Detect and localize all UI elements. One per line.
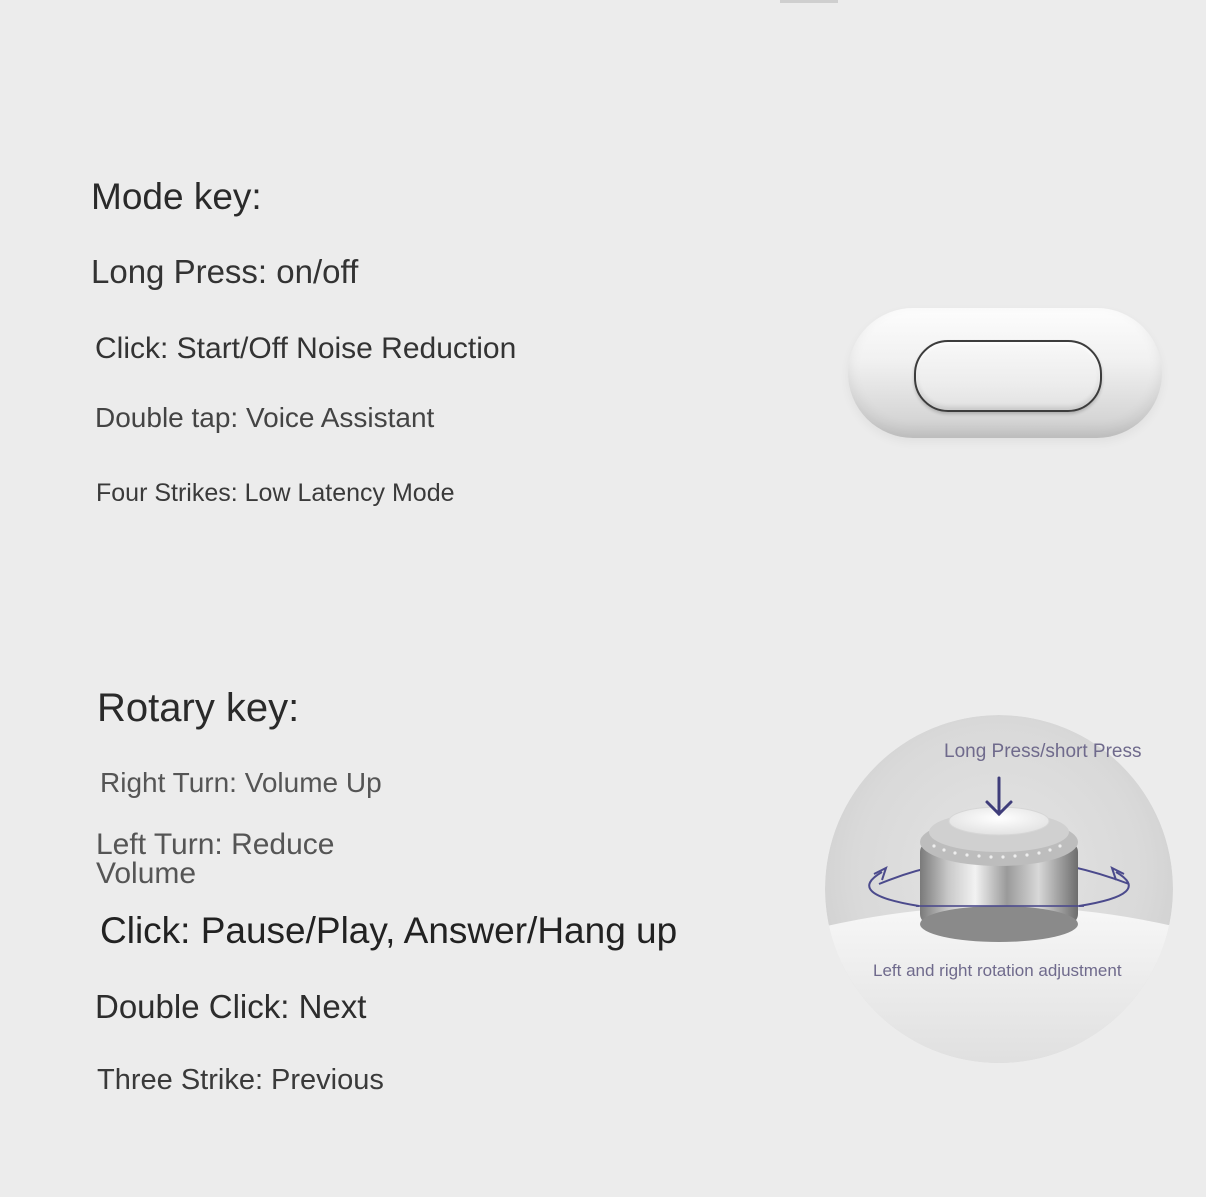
mode-key-title: Mode key:: [91, 176, 262, 217]
mode-key-line-double-tap: Double tap: Voice Assistant: [95, 402, 435, 433]
rotary-key-line-double-click: Double Click: Next: [95, 988, 367, 1025]
rotary-key-line-three-strike: Three Strike: Previous: [97, 1064, 384, 1096]
rotary-knob-graphic: [824, 714, 1176, 1064]
rotary-knob: [920, 807, 1078, 942]
mode-button-illustration: [848, 308, 1162, 438]
rotary-key-line-click: Click: Pause/Play, Answer/Hang up: [100, 910, 678, 951]
press-label: Long Press/short Press: [944, 741, 1142, 762]
mode-key-line-click: Click: Start/Off Noise Reduction: [95, 332, 517, 365]
rotary-knob-illustration: [824, 714, 1176, 1064]
rotary-key-line-right-turn: Right Turn: Volume Up: [100, 767, 382, 798]
mode-button: [914, 340, 1102, 412]
rotary-key-title: Rotary key:: [97, 686, 300, 730]
rotation-label: Left and right rotation adjustment: [873, 961, 1122, 980]
top-divider: [780, 0, 838, 3]
mode-key-line-four-strikes: Four Strikes: Low Latency Mode: [96, 479, 455, 507]
mode-key-line-long-press: Long Press: on/off: [91, 253, 359, 290]
rotary-key-line-left-turn: Left Turn: Reduce Volume: [96, 828, 335, 890]
